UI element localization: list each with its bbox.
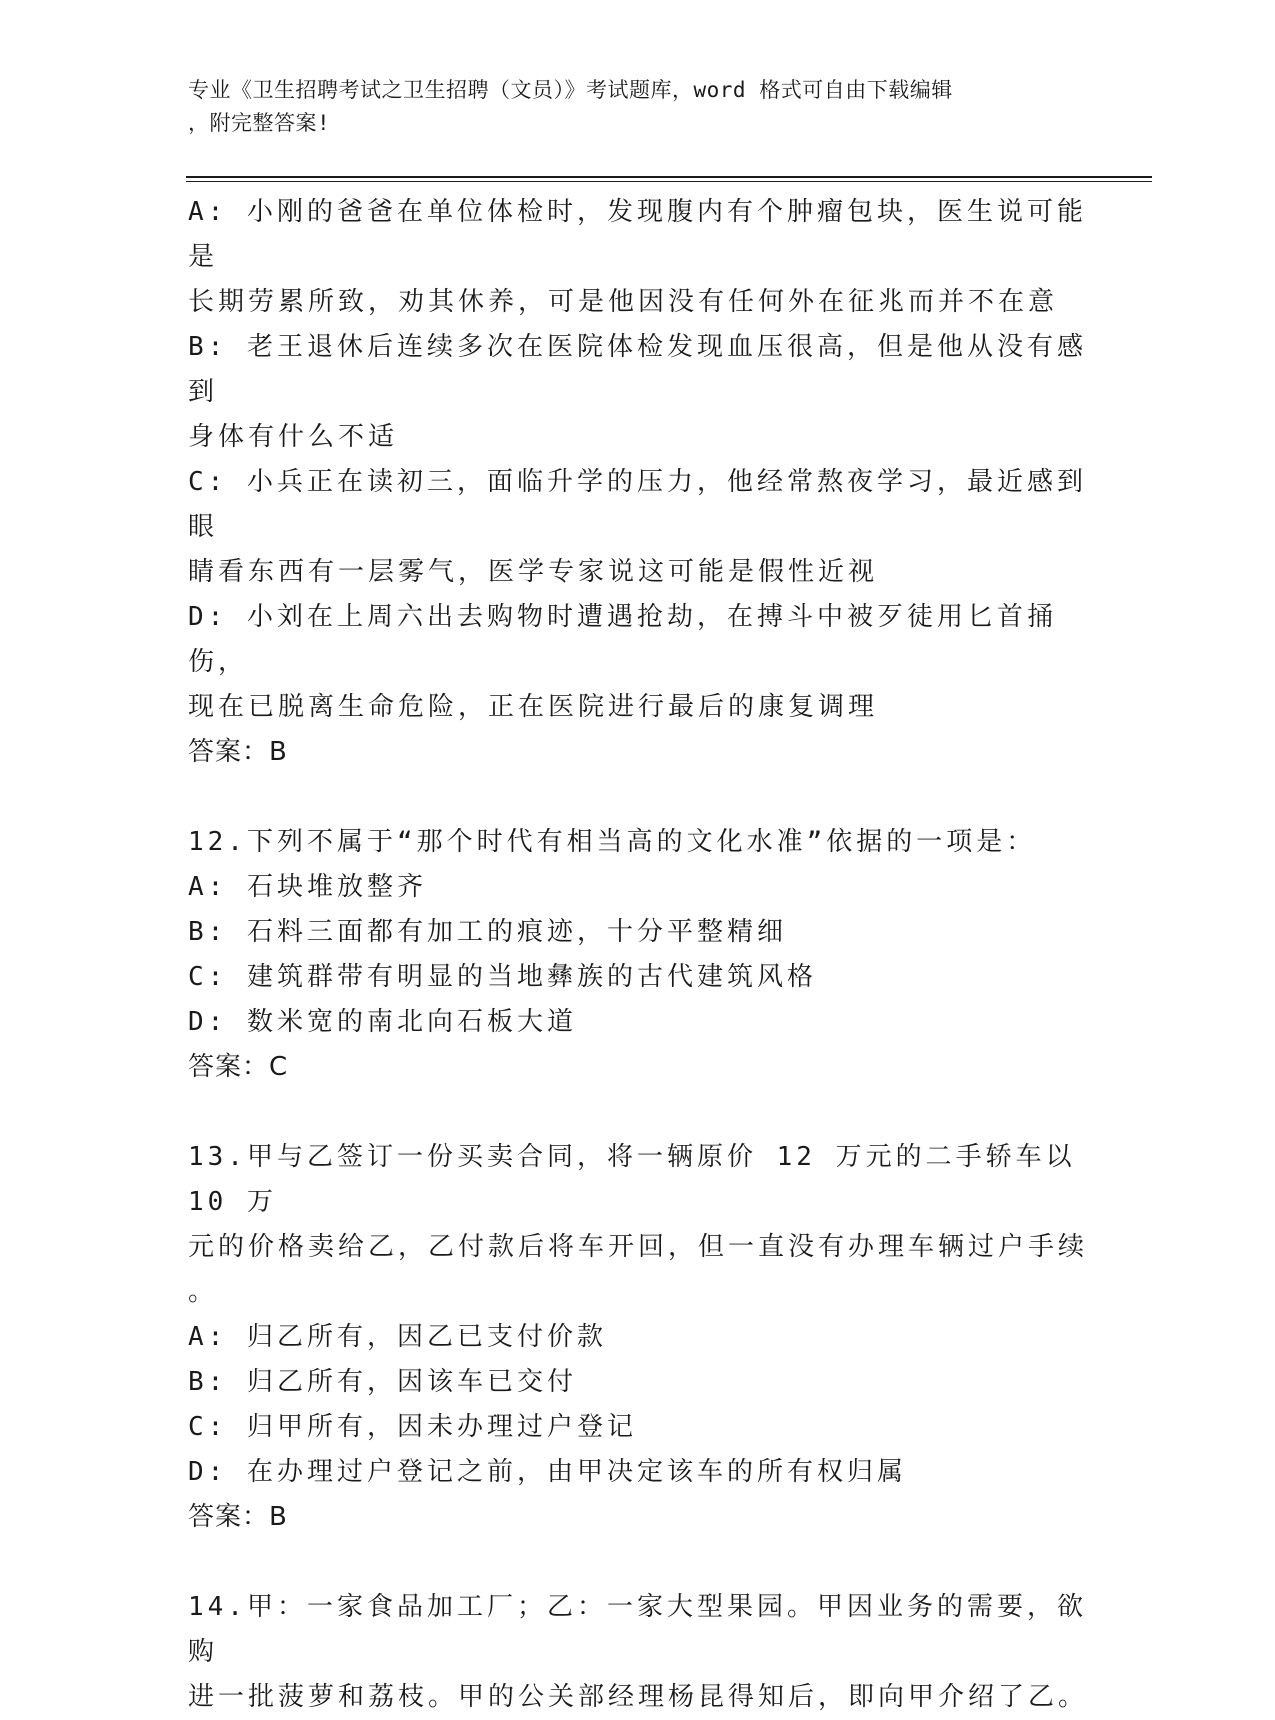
question-content xyxy=(188,190,1096,1720)
q13-question-line-2: 元的价格卖给乙，乙付款后将车开回，但一直没有办理车辆过户手续 xyxy=(188,1232,1089,1262)
header-divider-thick xyxy=(186,176,1152,178)
q13-option-c: C: 归甲所有，因未办理过户登记 xyxy=(188,1412,637,1442)
header-divider-thin xyxy=(186,181,1152,182)
q11-option-b-line-2: 身体有什么不适 xyxy=(188,422,399,452)
q12-option-b: B: 石料三面都有加工的痕迹，十分平整精细 xyxy=(188,917,787,947)
q11-answer: 答案：B xyxy=(188,737,288,767)
q11-option-b-line-1: B: 老王退休后连续多次在医院体检发现血压很高，但是他从没有感到 xyxy=(188,332,1087,407)
q13-question-line-3: 。 xyxy=(188,1277,219,1307)
q14-question-line-2: 进一批菠萝和荔枝。甲的公关部经理杨昆得知后，即向甲介绍了乙。 xyxy=(188,1682,1089,1712)
q13-option-b: B: 归乙所有，因该车已交付 xyxy=(188,1367,577,1397)
question-12-block xyxy=(188,820,1088,1090)
q11-option-a-line-1: A: 小刚的爸爸在单位体检时，发现腹内有个肿瘤包块，医生说可能是 xyxy=(188,197,1087,272)
q11-option-c-line-1: C: 小兵正在读初三，面临升学的压力，他经常熬夜学习，最近感到眼 xyxy=(188,467,1087,542)
q13-option-d: D: 在办理过户登记之前，由甲决定该车的所有权归属 xyxy=(188,1457,907,1487)
spacer xyxy=(188,1090,1088,1135)
q11-option-d-line-1: D: 小刘在上周六出去购物时遭遇抢劫，在搏斗中被歹徒用匕首捅伤， xyxy=(188,602,1057,677)
q13-answer: 答案：B xyxy=(188,1502,288,1532)
q12-option-d: D: 数米宽的南北向石板大道 xyxy=(188,1007,577,1037)
document-header xyxy=(188,74,1068,140)
question-13-block xyxy=(188,1135,1096,1540)
question-11-block xyxy=(188,190,1088,775)
q11-option-d-line-2: 现在已脱离生命危险，正在医院进行最后的康复调理 xyxy=(188,692,879,722)
q11-option-a-line-2: 长期劳累所致，劝其休养，可是他因没有任何外在征兆而并不在意 xyxy=(188,287,1059,317)
q14-question-line-1: 14.甲：一家食品加工厂；乙：一家大型果园。甲因业务的需要，欲购 xyxy=(188,1592,1087,1667)
q11-option-c-line-2: 睛看东西有一层雾气，医学专家说这可能是假性近视 xyxy=(188,557,879,587)
header-line-2: ，附完整答案! xyxy=(188,111,331,135)
header-line-1: 专业《卫生招聘考试之卫生招聘（文员）》考试题库，word 格式可自由下载编辑 xyxy=(188,78,953,102)
q12-question: 12.下列不属于“那个时代有相当高的文化水准”依据的一项是： xyxy=(188,827,1037,857)
q12-answer: 答案：C xyxy=(188,1052,289,1082)
q12-option-a: A: 石块堆放整齐 xyxy=(188,872,427,902)
q13-option-a: A: 归乙所有，因乙已支付价款 xyxy=(188,1322,607,1352)
q12-option-c: C: 建筑群带有明显的当地彝族的古代建筑风格 xyxy=(188,962,817,992)
spacer xyxy=(188,775,1088,820)
q13-question-line-1: 13.甲与乙签订一份买卖合同，将一辆原价 12 万元的二手轿车以 10 万 xyxy=(188,1142,1096,1217)
question-14-block xyxy=(188,1585,1088,1720)
spacer xyxy=(188,1540,1088,1585)
